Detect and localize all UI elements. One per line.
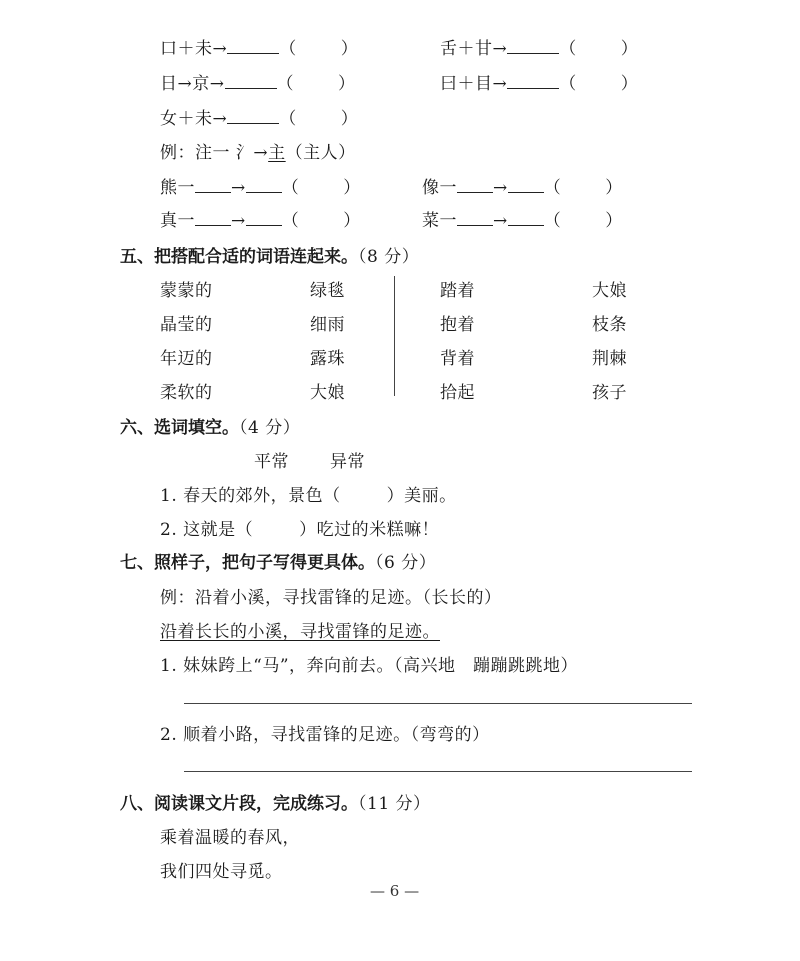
char: 熊一: [160, 178, 195, 198]
answer-blank[interactable]: [227, 39, 279, 54]
s5-left-b-3[interactable]: 大娘: [310, 383, 345, 403]
s5-left-a-2[interactable]: 年迈的: [160, 349, 213, 369]
paren-open: （: [281, 211, 300, 231]
paren-close: ）: [605, 178, 623, 198]
paren-close: ）: [343, 211, 361, 231]
section-score: （8 分）: [358, 247, 420, 267]
answer-blank[interactable]: [225, 74, 277, 89]
decompose-row-3-left: [160, 104, 358, 129]
section5-heading: [120, 242, 419, 267]
paren-open: （: [276, 74, 294, 94]
word-option-1: 平常: [254, 452, 289, 472]
s5-right-b-0[interactable]: 大娘: [592, 281, 627, 301]
char: 像一: [422, 178, 457, 198]
radical-blank[interactable]: [457, 211, 493, 226]
s5-right-a-2[interactable]: 背着: [440, 349, 475, 369]
s5-right-b-2[interactable]: 荆棘: [592, 349, 627, 369]
word-option-2: 异常: [330, 452, 365, 472]
paren-open: （: [279, 39, 297, 59]
section6-heading: [120, 413, 300, 438]
paren-close: ）: [338, 74, 356, 94]
s6-question-1: 1. 春天的郊外，景色（ ）美丽。: [160, 486, 457, 506]
arrow: →: [493, 178, 508, 198]
expr: 日→京→: [160, 74, 225, 94]
decompose-row-5-left: [160, 206, 361, 231]
paren-open: （: [281, 178, 300, 198]
expr: 舌＋甘→: [440, 39, 508, 59]
section-title: 八、阅读课文片段，完成练习。: [120, 794, 358, 814]
column-divider: [394, 276, 395, 396]
decompose-row-1-left: [160, 34, 358, 59]
expr: 女＋未→: [160, 109, 228, 129]
radical-blank[interactable]: [195, 178, 231, 193]
decompose-row-1-right: [440, 34, 638, 59]
decompose-row-5-right: [422, 206, 623, 231]
s7-question-2: 2. 顺着小路，寻找雷锋的足迹。（弯弯的）: [160, 725, 490, 745]
decompose-row-2-right: [440, 69, 638, 94]
char-blank[interactable]: [246, 211, 282, 226]
section-score: （11 分）: [358, 794, 431, 814]
s5-left-a-3[interactable]: 柔软的: [160, 383, 213, 403]
paren-open: （: [279, 109, 297, 129]
paren-close: ）: [340, 39, 359, 59]
paren-close: ）: [620, 74, 639, 94]
section-score: （6 分）: [375, 553, 437, 573]
s5-left-a-0[interactable]: 蒙蒙的: [160, 281, 213, 301]
paren-close: ）: [343, 178, 361, 198]
answer-line-1[interactable]: [184, 703, 692, 704]
example-answer: 主: [268, 143, 286, 163]
section-title: 七、照样子，把句子写得更具体。: [120, 553, 375, 573]
s5-right-b-3[interactable]: 孩子: [592, 383, 627, 403]
s5-right-a-0[interactable]: 踏着: [440, 281, 475, 301]
s5-left-b-0[interactable]: 绿毯: [310, 281, 345, 301]
paren-open: （: [543, 178, 562, 198]
char: 真一: [160, 211, 195, 231]
decompose-example: [160, 138, 356, 163]
arrow: →: [493, 211, 508, 231]
paren-close: ）: [620, 39, 639, 59]
passage-line-1: 乘着温暖的春风，: [160, 828, 300, 848]
s5-left-b-2[interactable]: 露珠: [310, 349, 345, 369]
section8-heading: [120, 789, 431, 814]
decompose-row-2-left: [160, 69, 356, 94]
section-title: 六、选词填空。: [120, 418, 239, 438]
char-blank[interactable]: [508, 178, 544, 193]
answer-blank[interactable]: [507, 39, 559, 54]
s5-left-a-1[interactable]: 晶莹的: [160, 315, 213, 335]
char-blank[interactable]: [246, 178, 282, 193]
s7-question-1: 1. 妹妹跨上“马”，奔向前去。（高兴地 蹦蹦跳跳地）: [160, 656, 579, 676]
expr: 口＋未→: [160, 39, 228, 59]
section-score: （4 分）: [239, 418, 301, 438]
example-suffix: （主人）: [285, 143, 356, 163]
section7-heading: [120, 548, 436, 573]
paren-close: ）: [340, 109, 359, 129]
example-prefix: 例：注一 氵→: [160, 143, 269, 163]
arrow: →: [231, 211, 246, 231]
page-number: — 6 —: [370, 882, 420, 900]
s5-left-b-1[interactable]: 细雨: [310, 315, 345, 335]
answer-blank[interactable]: [227, 109, 279, 124]
radical-blank[interactable]: [195, 211, 231, 226]
paren-open: （: [559, 39, 577, 59]
s5-right-b-1[interactable]: 枝条: [592, 315, 627, 335]
answer-blank[interactable]: [507, 74, 559, 89]
s7-example: 例：沿着小溪，寻找雷锋的足迹。（长长的）: [160, 588, 502, 608]
paren-open: （: [543, 211, 562, 231]
arrow: →: [231, 178, 246, 198]
paren-close: ）: [605, 211, 623, 231]
s5-right-a-1[interactable]: 抱着: [440, 315, 475, 335]
s5-right-a-3[interactable]: 拾起: [440, 383, 475, 403]
decompose-row-4-left: [160, 173, 361, 198]
s6-question-2: 2. 这就是（ ）吃过的米糕嘛！: [160, 520, 440, 540]
decompose-row-4-right: [422, 173, 623, 198]
expr: 曰＋目→: [440, 74, 508, 94]
paren-open: （: [559, 74, 577, 94]
section-title: 五、把搭配合适的词语连起来。: [120, 247, 358, 267]
passage-line-2: 我们四处寻觅。: [160, 862, 283, 882]
char-blank[interactable]: [508, 211, 544, 226]
char: 菜一: [422, 211, 457, 231]
radical-blank[interactable]: [457, 178, 493, 193]
s7-example-answer: 沿着长长的小溪，寻找雷锋的足迹。: [160, 622, 440, 642]
answer-line-2[interactable]: [184, 771, 692, 772]
